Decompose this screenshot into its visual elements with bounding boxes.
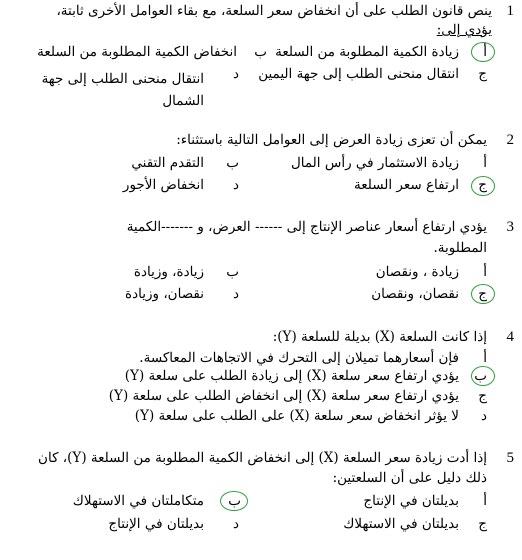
question-number: 2 bbox=[506, 132, 514, 148]
question-number: 4 bbox=[506, 329, 514, 345]
option-letter: أ bbox=[483, 155, 487, 171]
option-text: نقصان، وزيادة bbox=[125, 286, 204, 302]
option-text: يؤدي ارتفاع سعر سلعة (X) إلى انخفاض الطلب على سلعة (Y) bbox=[108, 388, 459, 404]
option-letter: أ bbox=[483, 350, 487, 366]
option-text: بديلتان في الإنتاج bbox=[108, 516, 204, 532]
option-text: بديلتان في الاستهلاك bbox=[343, 516, 459, 532]
option-letter: أ bbox=[483, 493, 487, 509]
option-letter: ب bbox=[226, 155, 239, 171]
option-text: انتقال منحنى الطلب إلى جهة اليمين bbox=[258, 66, 459, 82]
option-letter: ب bbox=[226, 264, 239, 280]
option-letter: د bbox=[232, 177, 239, 193]
question-stem: ينص قانون الطلب على أن انخفاض سعر السلعة، مع بقاء العوامل الأخرى ثابتة، bbox=[56, 3, 492, 19]
option-text: زيادة، وزيادة bbox=[133, 264, 204, 280]
question-number: 1 bbox=[506, 3, 514, 19]
option-text: يؤدي ارتفاع سعر سلعة (X) إلى زيادة الطلب على سلعة (Y) bbox=[124, 368, 459, 384]
option-letter: د bbox=[232, 516, 239, 532]
question-stem: يمكن أن تعزى زيادة العرض إلى العوامل التالية باستثناء: bbox=[176, 132, 487, 148]
question-number: 3 bbox=[506, 219, 514, 235]
option-text: متكاملتان في الاستهلاك bbox=[72, 493, 204, 509]
option-letter: ج bbox=[478, 388, 487, 404]
option-text: ارتفاع سعر السلعة bbox=[353, 177, 459, 193]
question-stem: إذا أدت زيادة سعر السلعة (X) إلى انخفاض الكمية المطلوبة من السلعة (Y)، كان bbox=[38, 450, 487, 466]
option-letter: ب bbox=[228, 493, 241, 509]
option-text: فإن أسعارهما تميلان إلى التحرك في الاتجاهات المعاكسة. bbox=[139, 350, 459, 366]
question-number: 5 bbox=[506, 450, 514, 466]
option-letter: ج bbox=[478, 516, 487, 532]
option-text: التقدم التقني bbox=[131, 155, 204, 171]
option-letter: أ bbox=[483, 264, 487, 280]
question-stem: يؤدي إلى: bbox=[436, 22, 492, 38]
option-letter: ب bbox=[254, 44, 267, 60]
option-letter: ج bbox=[478, 286, 487, 302]
option-text: انخفاض الأجور bbox=[122, 177, 204, 193]
question-stem: ذلك دليل على أن السلعتين: bbox=[332, 470, 487, 486]
option-letter: ج bbox=[478, 177, 487, 193]
option-letter: ب bbox=[474, 368, 487, 384]
option-text: زيادة الكمية المطلوبة من السلعة bbox=[275, 44, 459, 60]
question-stem: يؤدي ارتفاع أسعار عناصر الإنتاج إلى ------ العرض، و -------الكمية bbox=[126, 219, 487, 235]
question-stem: إذا كانت السلعة (X) بديلة للسلعة (Y): bbox=[272, 329, 487, 345]
option-text: زيادة الاستثمار في رأس المال bbox=[290, 155, 459, 171]
option-text: زيادة ، ونقصان bbox=[375, 264, 459, 280]
option-text: نقصان، ونقصان bbox=[371, 286, 459, 302]
question-stem: المطلوبة. bbox=[433, 240, 487, 256]
option-letter: أ bbox=[483, 44, 487, 60]
option-text: انخفاض الكمية المطلوبة من السلعة bbox=[37, 44, 237, 60]
option-letter: ج bbox=[478, 66, 487, 82]
option-text: لا يؤثر انخفاض سعر سلعة (X) على الطلب على سلعة (Y) bbox=[134, 408, 459, 424]
option-letter: د bbox=[232, 286, 239, 302]
option-text: انتقال منحنى الطلب إلى جهة الشمال bbox=[41, 71, 204, 109]
option-letter: د bbox=[232, 66, 239, 82]
option-text: بديلتان في الإنتاج bbox=[363, 493, 459, 509]
option-letter: د bbox=[480, 408, 487, 424]
